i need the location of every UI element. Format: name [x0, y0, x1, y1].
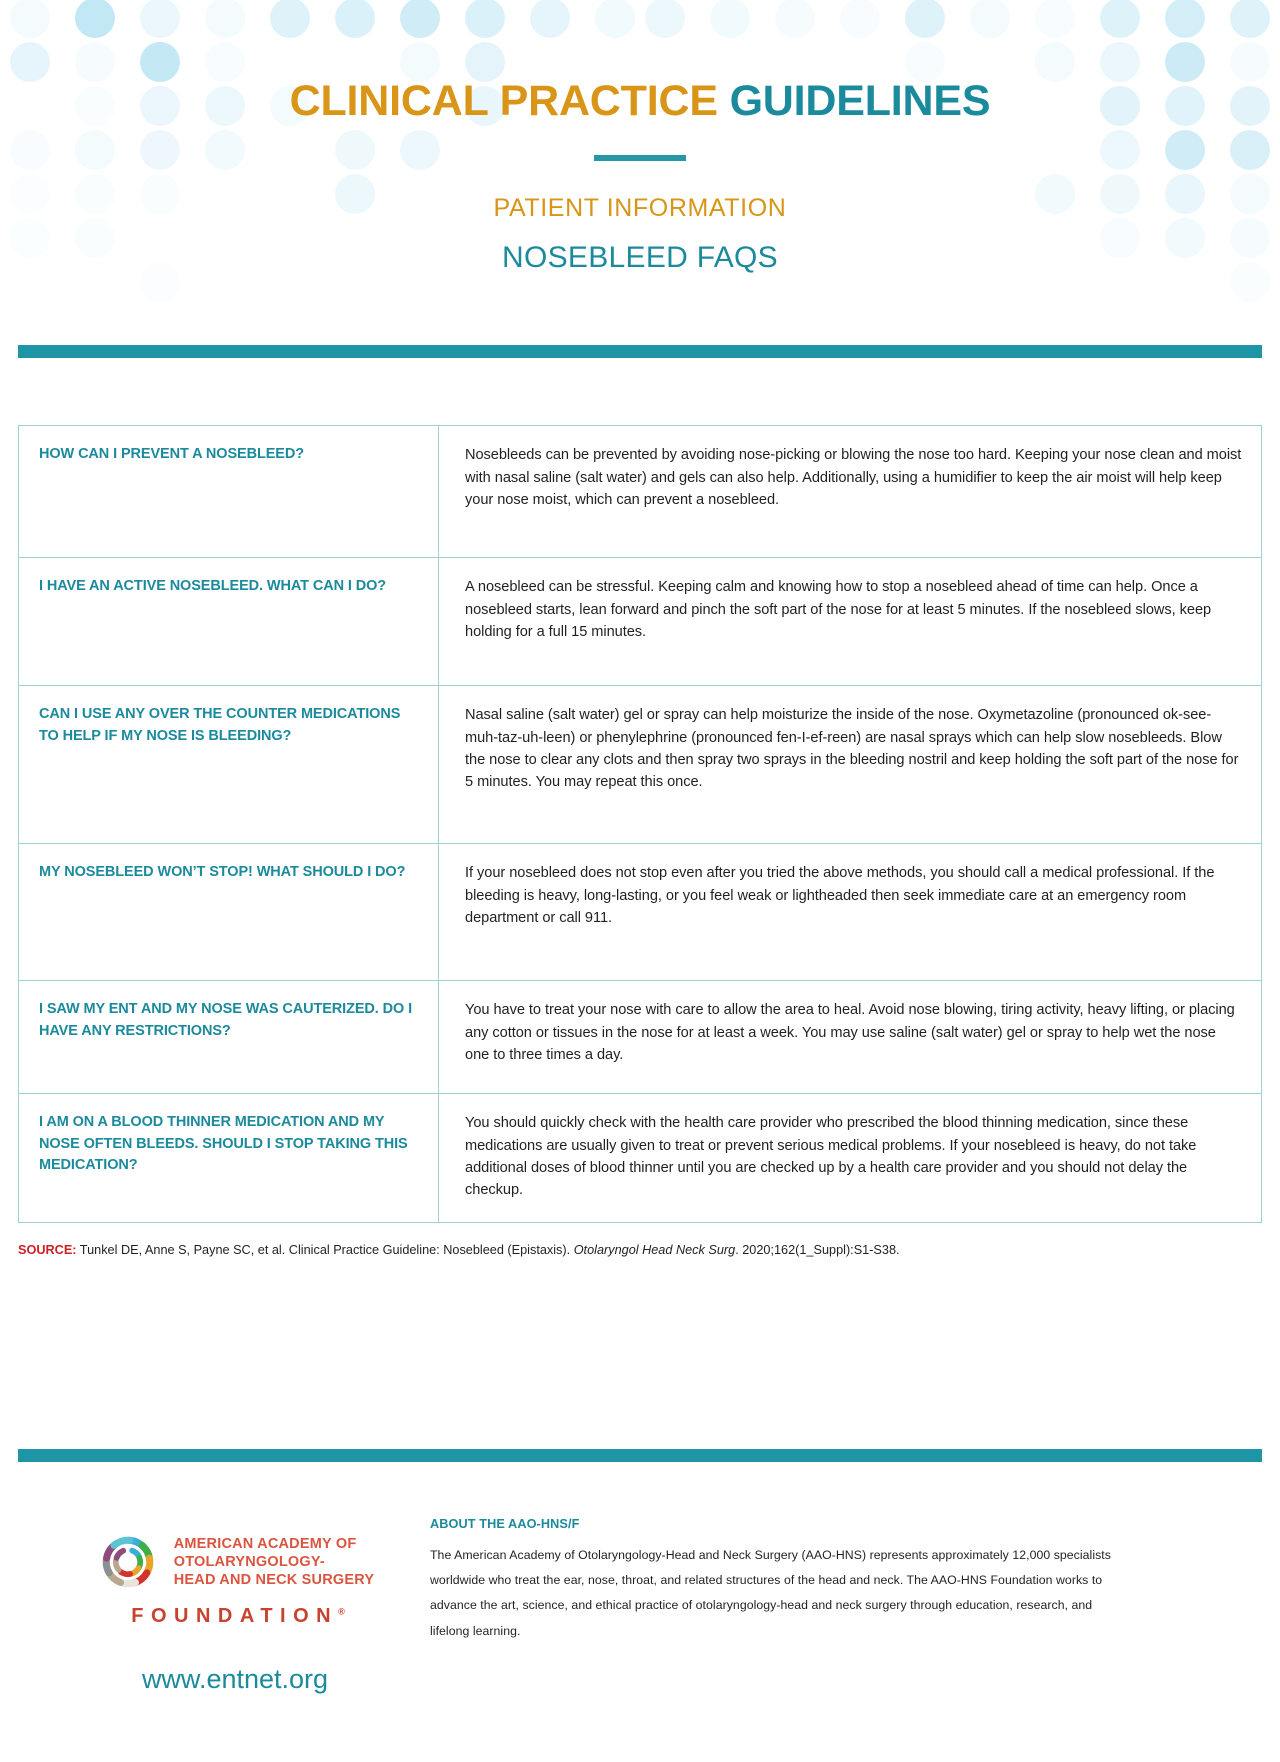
- table-row: [19, 1094, 1261, 1222]
- document-header: [0, 0, 1280, 275]
- source-label: SOURCE:: [18, 1243, 77, 1258]
- aao-hns-logo-lockup: [40, 1530, 430, 1594]
- faq-question: MY NOSEBLEED WON’T STOP! WHAT SHOULD I DO?: [19, 844, 439, 980]
- page-title-primary: CLINICAL PRACTICE: [289, 77, 718, 125]
- document-footer: [0, 1490, 1280, 1695]
- logo-wordmark-line-1: AMERICAN ACADEMY OF: [173, 1535, 357, 1552]
- faq-answer: You should quickly check with the health care provider who prescribed the blood thinning medication, since these medications are usually given to treat or prevent serious medical problems. If your nosebleed is heavy, do not take additional doses of blood thinner until you are checked up by a health care provider and you should not delay the checkup.: [465, 1115, 1197, 1199]
- source-journal-name: Otolaryngol Head Neck Surg: [573, 1243, 736, 1258]
- faq-question: CAN I USE ANY OVER THE COUNTER MEDICATIONS TO HELP IF MY NOSE IS BLEEDING?: [19, 686, 439, 843]
- logo-wordmark-line-3: HEAD AND NECK SURGERY: [173, 1572, 375, 1589]
- footer-teal-band: [18, 1449, 1262, 1462]
- pinwheel-logo-icon: [96, 1530, 160, 1594]
- foundation-wordmark: [40, 1605, 430, 1628]
- title-divider-rule: [594, 155, 686, 161]
- faq-question: I SAW MY ENT AND MY NOSE WAS CAUTERIZED. DO I HAVE ANY RESTRICTIONS?: [19, 981, 439, 1093]
- faq-answer: Nosebleeds can be prevented by avoiding nose-picking or blowing the nose too hard. Keeping your nose clean and moist with nasal saline (salt water) and gels can also help. Additionally, using a humidifier to keep the air moist will help keep your nose moist, which can prevent a nosebleed.: [465, 447, 1242, 508]
- logo-wordmark-line-2: OTOLARYNGOLOGY-: [173, 1553, 325, 1570]
- faq-question: HOW CAN I PREVENT A NOSEBLEED?: [19, 426, 439, 557]
- faq-question: I HAVE AN ACTIVE NOSEBLEED. WHAT CAN I DO?: [19, 558, 439, 685]
- faq-answer: You have to treat your nose with care to allow the area to heal. Avoid nose blowing, tiring activity, heavy lifting, or placing any cotton or tissues in the nose for at least a week. You may use saline (salt water) gel or spray to help wet the nose one to three times a day.: [465, 1002, 1235, 1063]
- faq-answer: Nasal saline (salt water) gel or spray can help moisturize the inside of the nose. Oxymetazoline (pronounced ok-see-muh-taz-uh-leen) or phenylephrine (pronounced fen-I-ef-reen) are nasal sprays which can help slow nosebleeds. Blow the nose to clear any clots and then spray two sprays in the bleeding nostril and keep holding the soft part of the nose for 5 minutes. You may repeat this once.: [465, 707, 1239, 791]
- page-title-secondary: GUIDELINES: [729, 77, 991, 125]
- faq-answer: If your nosebleed does not stop even after you tried the above methods, you should call a medical professional. If the bleeding is heavy, long-lasting, or you feel weak or lightheaded then seek immediate care at an emergency room department or call 911.: [465, 865, 1215, 926]
- website-url[interactable]: www.entnet.org: [141, 1664, 329, 1694]
- source-text-before: Tunkel DE, Anne S, Payne SC, et al. Clinical Practice Guideline: Nosebleed (Epistaxis).: [76, 1243, 574, 1258]
- about-heading: ABOUT THE AAO-HNS/F: [430, 1517, 580, 1531]
- faq-table: [18, 425, 1262, 1223]
- table-row: [19, 981, 1261, 1094]
- faq-answer: A nosebleed can be stressful. Keeping calm and knowing how to stop a nosebleed ahead of time can help. Once a nosebleed starts, lean forward and pinch the soft part of the nose for at least 5 minutes. If the nosebleed slows, keep holding for a full 15 minutes.: [465, 579, 1212, 640]
- source-text-after: . 2020;162(1_Suppl):S1-S38.: [735, 1243, 900, 1258]
- foundation-text: FOUNDATION: [131, 1605, 339, 1627]
- table-row: [19, 558, 1261, 686]
- table-row: [19, 426, 1261, 558]
- footer-branding: [0, 1490, 430, 1695]
- header-teal-band: [18, 345, 1262, 358]
- subtitle-patient-information: PATIENT INFORMATION: [493, 194, 787, 223]
- page-title: [0, 78, 1280, 125]
- about-body-text: The American Academy of Otolaryngology-Head and Neck Surgery (AAO-HNS) represents approximately 12,000 specialists worldwide who treat the ear, nose, throat, and related structures of the head and neck. The AAO-HNS Foundation works to advance the art, science, and ethical practice of otolaryngology-head and neck surgery through education, research, and lifelong learning.: [430, 1548, 1111, 1638]
- source-citation: [18, 1242, 1262, 1260]
- about-section: [430, 1490, 1280, 1695]
- logo-wordmark: [174, 1535, 375, 1590]
- registered-trademark-icon: ®: [338, 1606, 345, 1617]
- document-subject-title: NOSEBLEED FAQS: [502, 241, 778, 275]
- table-row: [19, 844, 1261, 981]
- table-row: [19, 686, 1261, 844]
- faq-question: I AM ON A BLOOD THINNER MEDICATION AND MY NOSE OFTEN BLEEDS. SHOULD I STOP TAKING THIS MEDICATION?: [19, 1094, 439, 1222]
